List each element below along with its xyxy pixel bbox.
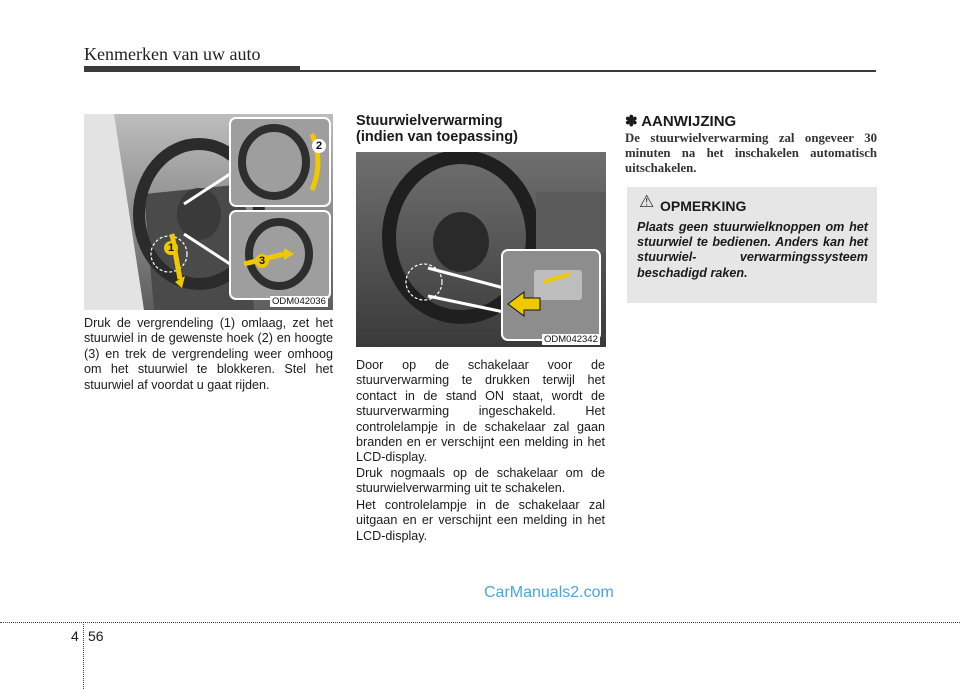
footer-divider: [83, 622, 84, 689]
asterisk-icon: ✽: [625, 113, 638, 130]
note-heading: [625, 112, 736, 130]
callout-2: 2: [312, 139, 326, 153]
left-column-paragraph: Druk de vergrendeling (1) omlaag, zet het stuurwiel in de gewenste hoek (2) en hoogte (3) en trek de vergrendeling weer omhoog om het stuurwiel te blokkeren. Stel het stuurwiel af voordat u gaat rijden.: [84, 316, 333, 392]
chapter-number: 4: [71, 628, 79, 644]
caution-title: OPMERKING: [660, 198, 747, 214]
heated-steering-illustration: [356, 152, 606, 347]
warning-triangle-icon: ⚠: [639, 192, 655, 211]
note-title: AANWIJZING: [641, 113, 737, 130]
heated-steering-figure: [356, 152, 606, 347]
caution-text: Plaats geen stuurwielknoppen om het stuurwiel te bedienen. Anders kan het stuurwiel- verwarmingssysteem beschadigd raken.: [637, 220, 868, 280]
figure-code-left: ODM042036: [272, 296, 326, 307]
caution-box: [627, 187, 877, 303]
middle-paragraph-1: Door op de schakelaar voor de stuurverwarming te drukken terwijl het contact in de stand ON staat, wordt de stuurverwarming ingeschakeld. Het controlelampje in de schakelaar zal gaan branden en er verschijnt een melding in het LCD-display.: [356, 358, 605, 465]
heading-line-1: Stuurwielverwarming: [356, 113, 503, 129]
callout-1: 1: [164, 241, 178, 255]
header-rule-thin: [300, 70, 876, 72]
footer-rule: [0, 622, 960, 623]
callout-3: 3: [255, 254, 269, 268]
middle-paragraph-3: Het controlelampje in de schakelaar zal uitgaan en er verschijnt een melding in het LCD-display.: [356, 498, 605, 543]
page-header-title: Kenmerken van uw auto: [84, 44, 261, 64]
figure-code-middle: ODM042342: [544, 334, 598, 345]
watermark-link[interactable]: CarManuals2.com: [484, 584, 614, 601]
middle-paragraph-2: Druk nogmaals op de schakelaar om de stuurwielverwarming uit te schakelen.: [356, 466, 605, 496]
steering-adjust-illustration: [84, 114, 333, 310]
page-number: 56: [88, 628, 104, 644]
heading-line-2: (indien van toepassing): [356, 129, 518, 145]
steering-adjust-figure: [84, 114, 333, 310]
header-rule-thick: [84, 66, 300, 72]
note-text: De stuurwielverwarming zal ongeveer 30 minuten na het inschakelen automatisch uitschakelen.: [625, 131, 877, 176]
heated-steering-heading: [356, 113, 518, 145]
